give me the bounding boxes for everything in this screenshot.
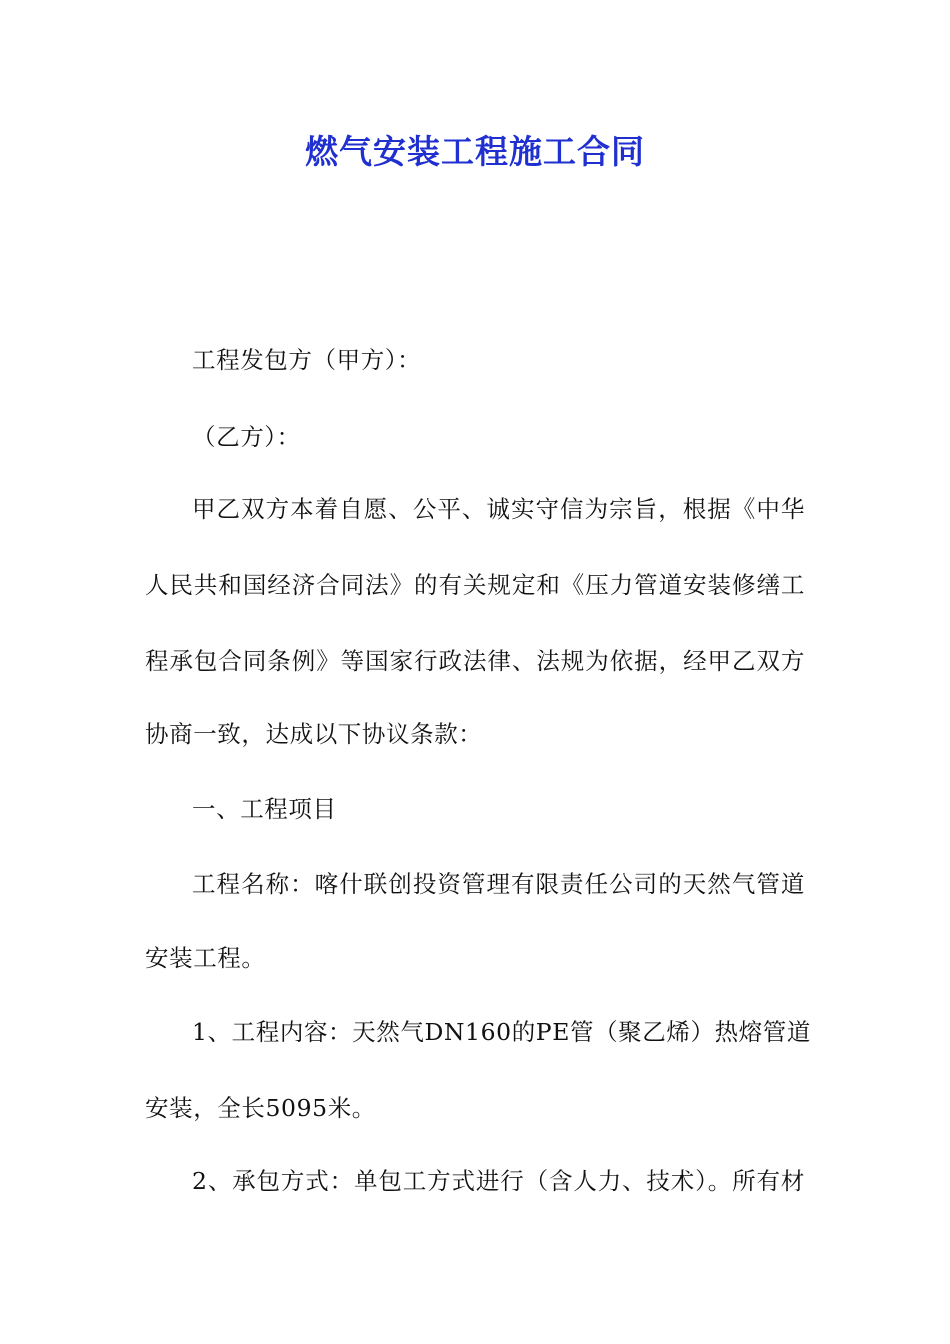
preamble-line-4: 协商一致，达成以下协议条款： <box>145 720 483 748</box>
party-b-line: （乙方）： <box>192 423 301 451</box>
content-line-1: 1、工程内容：天然气DN160的PE管（聚乙烯）热熔管道 <box>192 1018 811 1046</box>
contract-method-line-1: 2、承包方式：单包工方式进行（含人力、技术）。所有材 <box>192 1167 805 1195</box>
preamble-line-3: 程承包合同条例》等国家行政法律、法规为依据，经甲乙双方 <box>145 647 805 675</box>
preamble-line-2: 人民共和国经济合同法》的有关规定和《压力管道安装修缮工 <box>145 571 805 599</box>
content-line-2: 安装，全长5095米。 <box>145 1094 376 1122</box>
document-title: 燃气安装工程施工合同 <box>305 132 645 171</box>
party-a-line: 工程发包方（甲方）： <box>192 346 422 374</box>
project-name-line-2: 安装工程。 <box>145 944 266 972</box>
preamble-line-1: 甲乙双方本着自愿、公平、诚实守信为宗旨，根据《中华 <box>192 495 805 523</box>
project-name-line-1: 工程名称：喀什联创投资管理有限责任公司的天然气管道 <box>192 870 805 898</box>
section-heading-project: 一、工程项目 <box>192 795 337 823</box>
